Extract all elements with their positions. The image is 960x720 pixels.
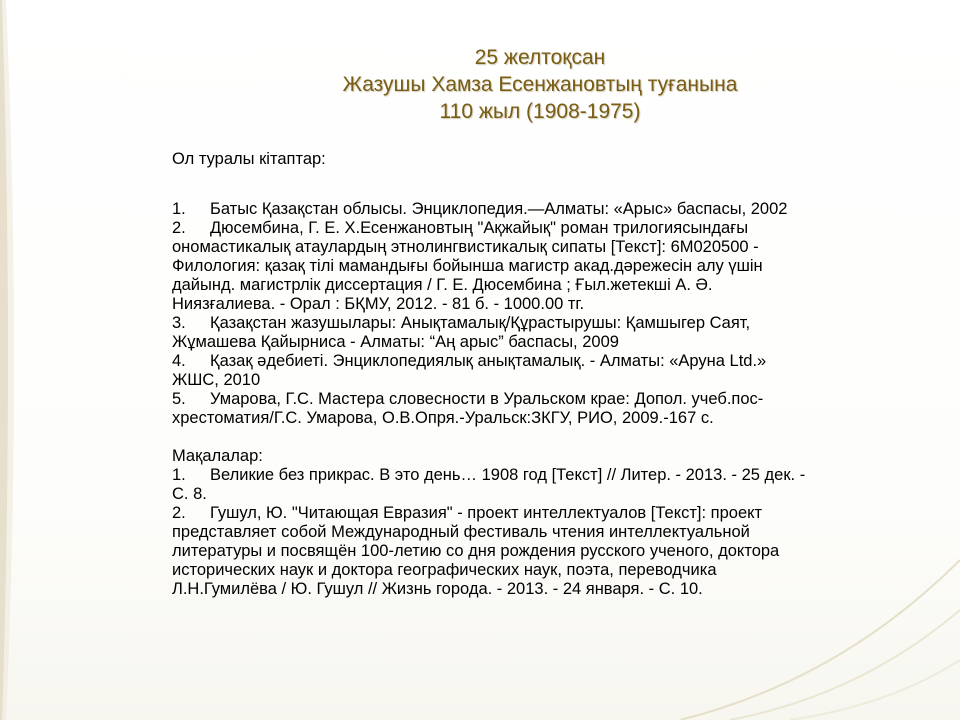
slide-title bbox=[250, 44, 830, 125]
article-item-2 bbox=[172, 504, 932, 523]
books-heading: Ол туралы кітаптар: bbox=[172, 150, 326, 168]
item-continuation: исторических наук и доктора географических наук, поэта, переводчика bbox=[172, 561, 717, 579]
item-number: 2. bbox=[172, 504, 186, 522]
item-text: Умарова, Г.С. Мастера словесности в Уральском крае: Допол. учеб.пос- bbox=[210, 390, 764, 408]
item-continuation: Жұмашева Қайырниса - Алматы: “Аң арыс” баспасы, 2009 bbox=[172, 333, 619, 351]
item-text: Қазақ әдебиеті. Энциклопедиялық анықтамалық. - Алматы: «Аруна Ltd.» bbox=[210, 352, 767, 370]
item-text: Великие без прикрас. В это день… 1908 год [Текст] // Литер. - 2013. - 25 дек. - bbox=[210, 466, 806, 484]
item-continuation: Л.Н.Гумилёва / Ю. Гушул // Жизнь города. - 2013. - 24 января. - С. 10. bbox=[172, 580, 703, 598]
item-number: 3. bbox=[172, 314, 186, 332]
item-continuation: ЖШС, 2010 bbox=[172, 371, 261, 389]
item-text: Батыс Қазақстан облысы. Энциклопедия.—Алматы: «Арыс» баспасы, 2002 bbox=[210, 200, 788, 218]
item-continuation: хрестоматия/Г.С. Умарова, О.В.Опря.-Уральск:ЗКГУ, РИО, 2009.-167 с. bbox=[172, 409, 714, 427]
item-text: Гушул, Ю. "Читающая Евразия" - проект интеллектуалов [Текст]: проект bbox=[210, 504, 763, 522]
item-continuation: Филология: қазақ тілі мамандығы бойынша магистр акад.дәрежесін алу үшін bbox=[172, 257, 763, 275]
item-continuation: С. 8. bbox=[172, 485, 207, 503]
item-continuation: литературы и посвящён 100-летию со дня рождения русского ученого, доктора bbox=[172, 542, 780, 560]
article-item-1 bbox=[172, 466, 932, 485]
spacer bbox=[172, 428, 932, 447]
book-item-5 bbox=[172, 390, 932, 409]
title-writer-anniversary: Жазушы Хамза Есенжановтың туғанына bbox=[342, 73, 738, 96]
item-number: 1. bbox=[172, 200, 186, 218]
book-item-1 bbox=[172, 200, 932, 219]
item-text: Дюсембина, Г. Е. Х.Есенжановтың "Ақжайық" роман трилогиясындағы bbox=[210, 219, 749, 237]
item-continuation: Ниязғалиева. - Орал : БҚМУ, 2012. - 81 б. - 1000.00 тг. bbox=[172, 295, 585, 313]
item-number: 5. bbox=[172, 390, 186, 408]
item-text: Қазақстан жазушылары: Анықтамалық/Құрастырушы: Қамшыгер Саят, bbox=[210, 314, 751, 332]
bibliography-text bbox=[172, 150, 932, 599]
left-edge-decoration bbox=[0, 0, 30, 720]
item-continuation: дайынд. магистрлік диссертация / Г. Е. Дюсембина ; Ғыл.жетекші А. Ә. bbox=[172, 276, 713, 294]
book-item-4 bbox=[172, 352, 932, 371]
book-item-3 bbox=[172, 314, 932, 333]
item-number: 1. bbox=[172, 466, 186, 484]
item-number: 2. bbox=[172, 219, 186, 237]
articles-heading: Мақалалар: bbox=[172, 447, 263, 465]
title-years: 110 жыл (1908-1975) bbox=[439, 100, 641, 123]
item-number: 4. bbox=[172, 352, 186, 370]
book-item-2 bbox=[172, 219, 932, 238]
item-continuation: ономастикалық атаулардың этнолингвистикалық сипаты [Текст]: 6М020500 - bbox=[172, 238, 759, 256]
item-continuation: представляет собой Международный фестиваль чтения интеллектуальной bbox=[172, 523, 750, 541]
spacer bbox=[172, 169, 932, 200]
title-date: 25 желтоқсан bbox=[474, 46, 606, 69]
